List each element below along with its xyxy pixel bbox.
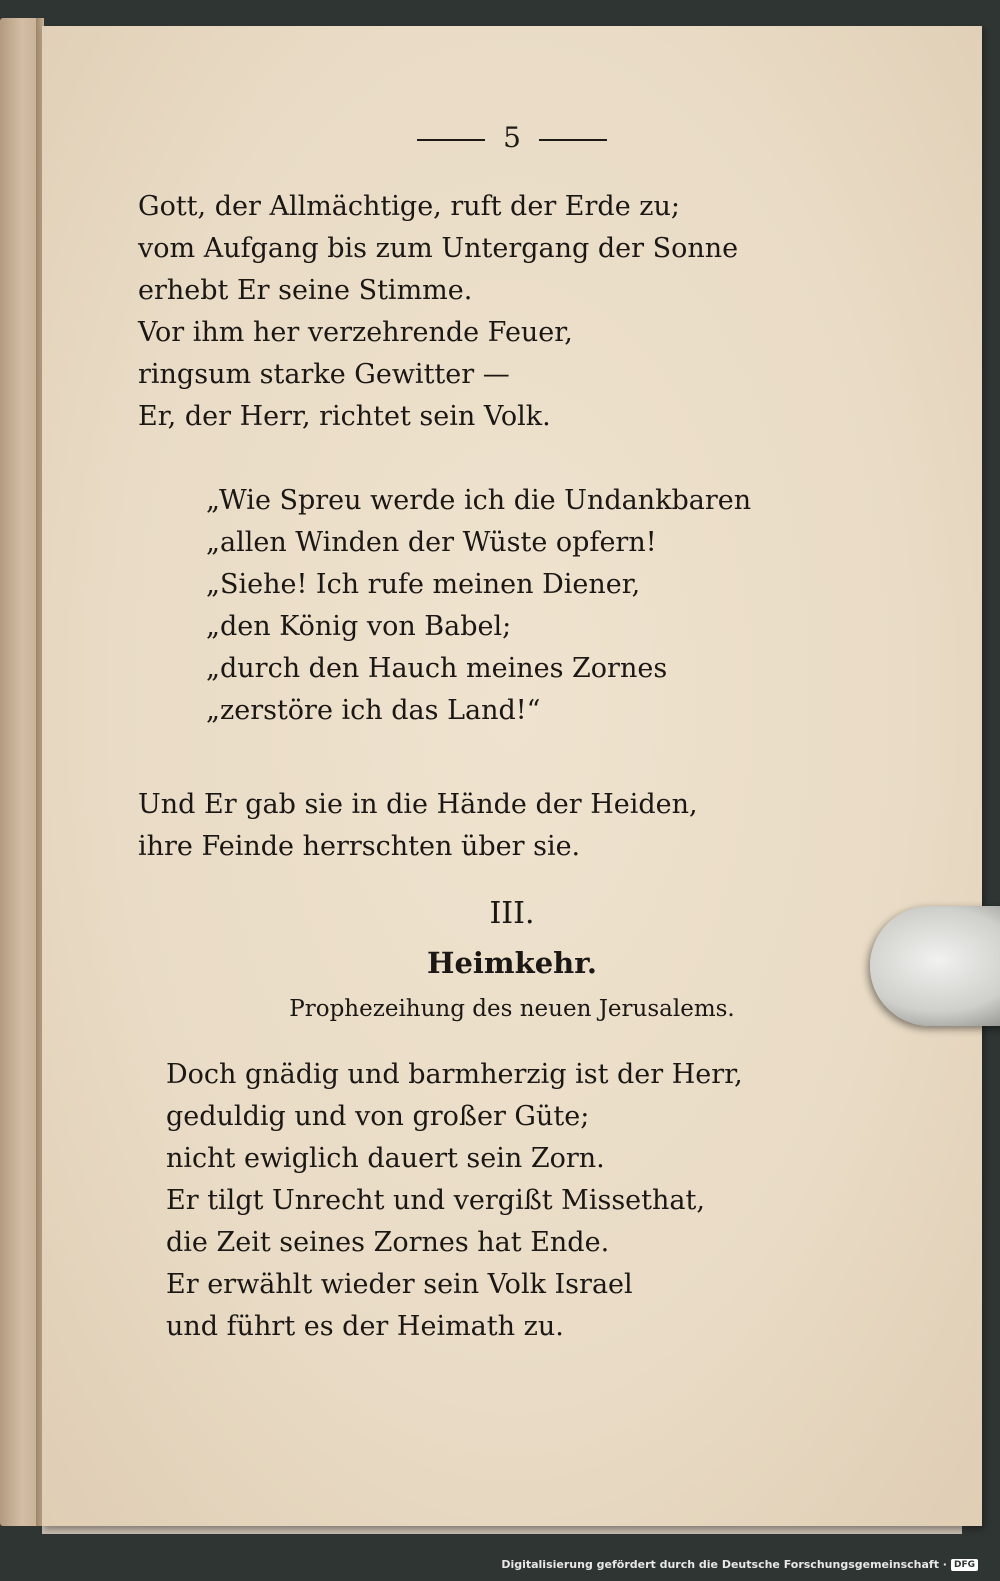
header-dash-left [417,139,485,141]
section-subtitle: Prophezeihung des neuen Jerusalems. [289,996,735,1022]
verse-line: ringsum starke Gewitter — [138,359,510,390]
verse-line: „Siehe! Ich rufe meinen Diener, [206,569,641,600]
page-header [42,121,982,154]
verse-line: Er tilgt Unrecht und vergißt Missethat, [166,1185,705,1216]
page-weight-clip-icon [870,906,1000,1026]
book-page [42,26,982,1526]
verse-line: „den König von Babel; [206,611,512,642]
verse-line: nicht ewiglich dauert sein Zorn. [166,1143,605,1174]
stanza-1 [138,186,738,438]
left-facing-page-edge [0,18,40,1526]
verse-line: und führt es der Heimath zu. [166,1311,564,1342]
verse-line: Doch gnädig und barmherzig ist der Herr, [166,1059,743,1090]
verse-line: erhebt Er seine Stimme. [138,275,473,306]
section-title: Heimkehr. [427,946,597,980]
page-number: 5 [503,121,521,154]
stanza-4 [166,1054,743,1348]
header-dash-right [539,139,607,141]
digitization-credit [501,1558,978,1571]
verse-line: Er erwählt wieder sein Volk Israel [166,1269,633,1300]
stanza-2 [206,480,751,732]
verse-line: „zerstöre ich das Land!“ [206,695,541,726]
verse-line: die Zeit seines Zornes hat Ende. [166,1227,610,1258]
verse-line: „allen Winden der Wüste opfern! [206,527,657,558]
verse-line: vom Aufgang bis zum Untergang der Sonne [138,233,739,264]
section-number: III. [489,896,535,931]
verse-line: Und Er gab sie in die Hände der Heiden, [138,789,698,820]
verse-line: „Wie Spreu werde ich die Undankbaren [206,485,752,516]
verse-line: Gott, der Allmächtige, ruft der Erde zu; [138,191,680,222]
dfg-logo-icon: DFG [951,1559,978,1571]
verse-line: „durch den Hauch meines Zornes [206,653,668,684]
stanza-3 [138,784,698,868]
credit-text: Digitalisierung gefördert durch die Deutsche Forschungsgemeinschaft · [501,1558,947,1571]
verse-line: Vor ihm her verzehrende Feuer, [138,317,573,348]
verse-line: geduldig und von großer Güte; [166,1101,590,1132]
verse-line: ihre Feinde herrschten über sie. [138,831,581,862]
verse-line: Er, der Herr, richtet sein Volk. [138,401,551,432]
